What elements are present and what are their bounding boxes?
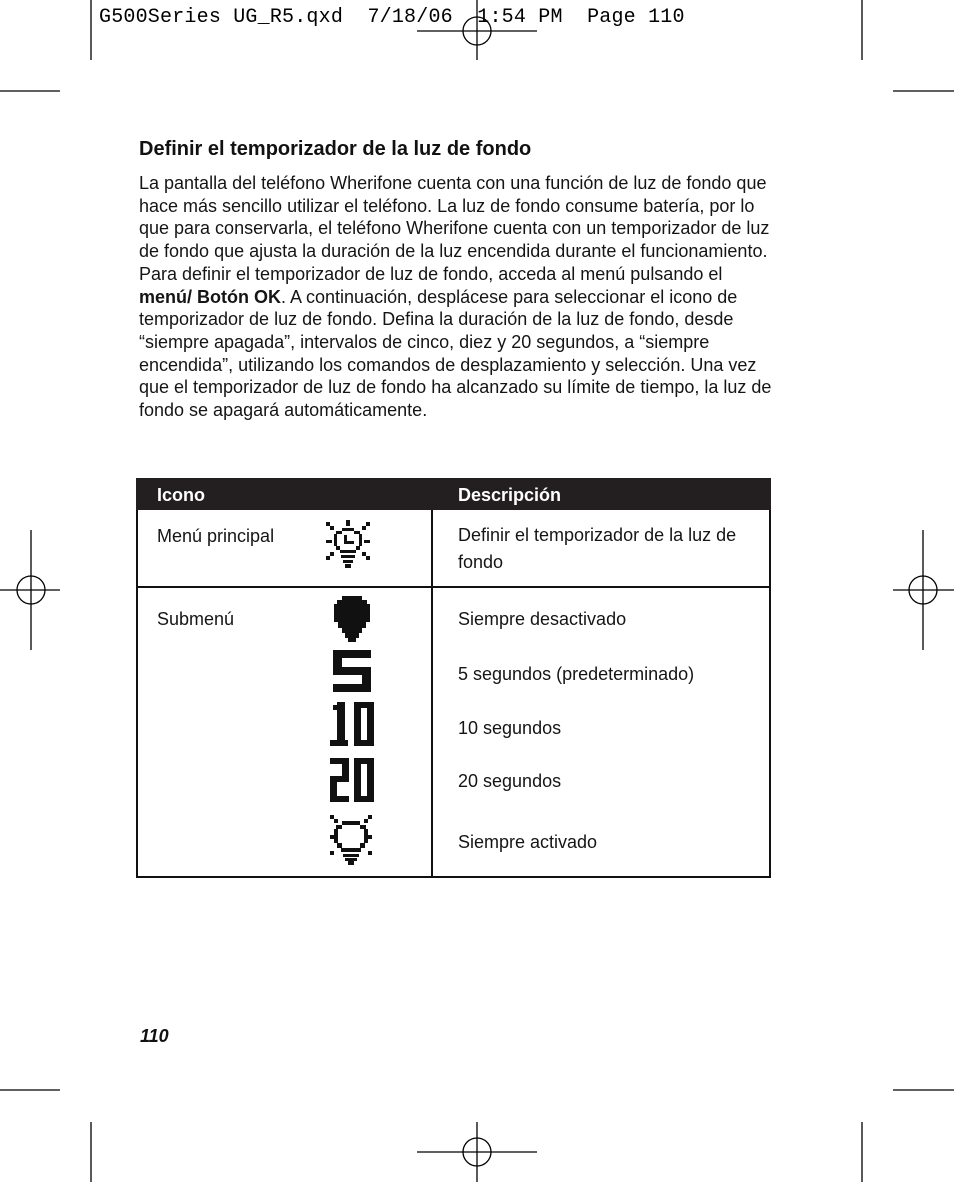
file-slug: G500Series UG_R5.qxd 7/18/06 1:54 PM Page 110 <box>99 6 685 29</box>
option-always-on: Siempre activado <box>458 832 598 852</box>
bulb-on-icon <box>330 815 372 865</box>
menu-ok-button-reference: menú/ Botón OK <box>139 286 281 307</box>
header-icon: Icono <box>157 485 205 505</box>
icon-description-table <box>136 478 771 878</box>
backlight-timer-icon <box>326 520 372 568</box>
option-10-seconds: 10 segundos <box>458 718 562 738</box>
submenu-label: Submenú <box>157 609 235 629</box>
column-divider <box>431 510 433 878</box>
table-border-left <box>136 510 138 878</box>
bulb-off-icon <box>332 596 372 642</box>
table-header-row <box>136 478 771 510</box>
table-border-right <box>769 510 771 878</box>
section-heading: Definir el temporizador de la luz de fondo <box>139 138 532 160</box>
twenty-seconds-icon <box>330 758 374 802</box>
five-seconds-icon <box>333 650 371 692</box>
option-always-off: Siempre desactivado <box>458 609 627 629</box>
body-paragraph <box>139 172 779 422</box>
ten-seconds-icon <box>330 702 374 746</box>
main-menu-label: Menú principal <box>157 526 275 546</box>
option-5-seconds: 5 segundos (predeterminado) <box>458 664 695 684</box>
header-description: Descripción <box>458 485 562 505</box>
main-menu-description: Definir el temporizador de la luz de fondo <box>458 525 737 572</box>
paragraph-text-2: . A continuación, desplácese para seleccionar el icono de temporizador de luz de fondo. Defina la duración de la luz de fondo, desde “siempre apagada”, intervalos de cinco, diez y 20 segundos, a “siempre encendida”, utilizando los comandos de desplazamiento y selección. Una vez que el temporizador de luz de fondo ha alcanzado su límite de tiempo, la luz de fondo se apagará automáticamente. <box>139 286 772 421</box>
row-divider <box>136 586 771 588</box>
option-20-seconds: 20 segundos <box>458 771 562 791</box>
paragraph-text-1: La pantalla del teléfono Wherifone cuenta con una función de luz de fondo que hace más sencillo utilizar el teléfono. La luz de fondo consume batería, por lo que para conservarla, el teléfono Wherifone cuenta con un temporizador de luz de fondo que ajusta la duración de la luz encendida durante el funcionamiento. Para definir el temporizador de luz de fondo, acceda al menú pulsando el <box>139 173 770 284</box>
page-number: 110 <box>140 1026 169 1046</box>
table-border-bottom <box>136 876 771 878</box>
